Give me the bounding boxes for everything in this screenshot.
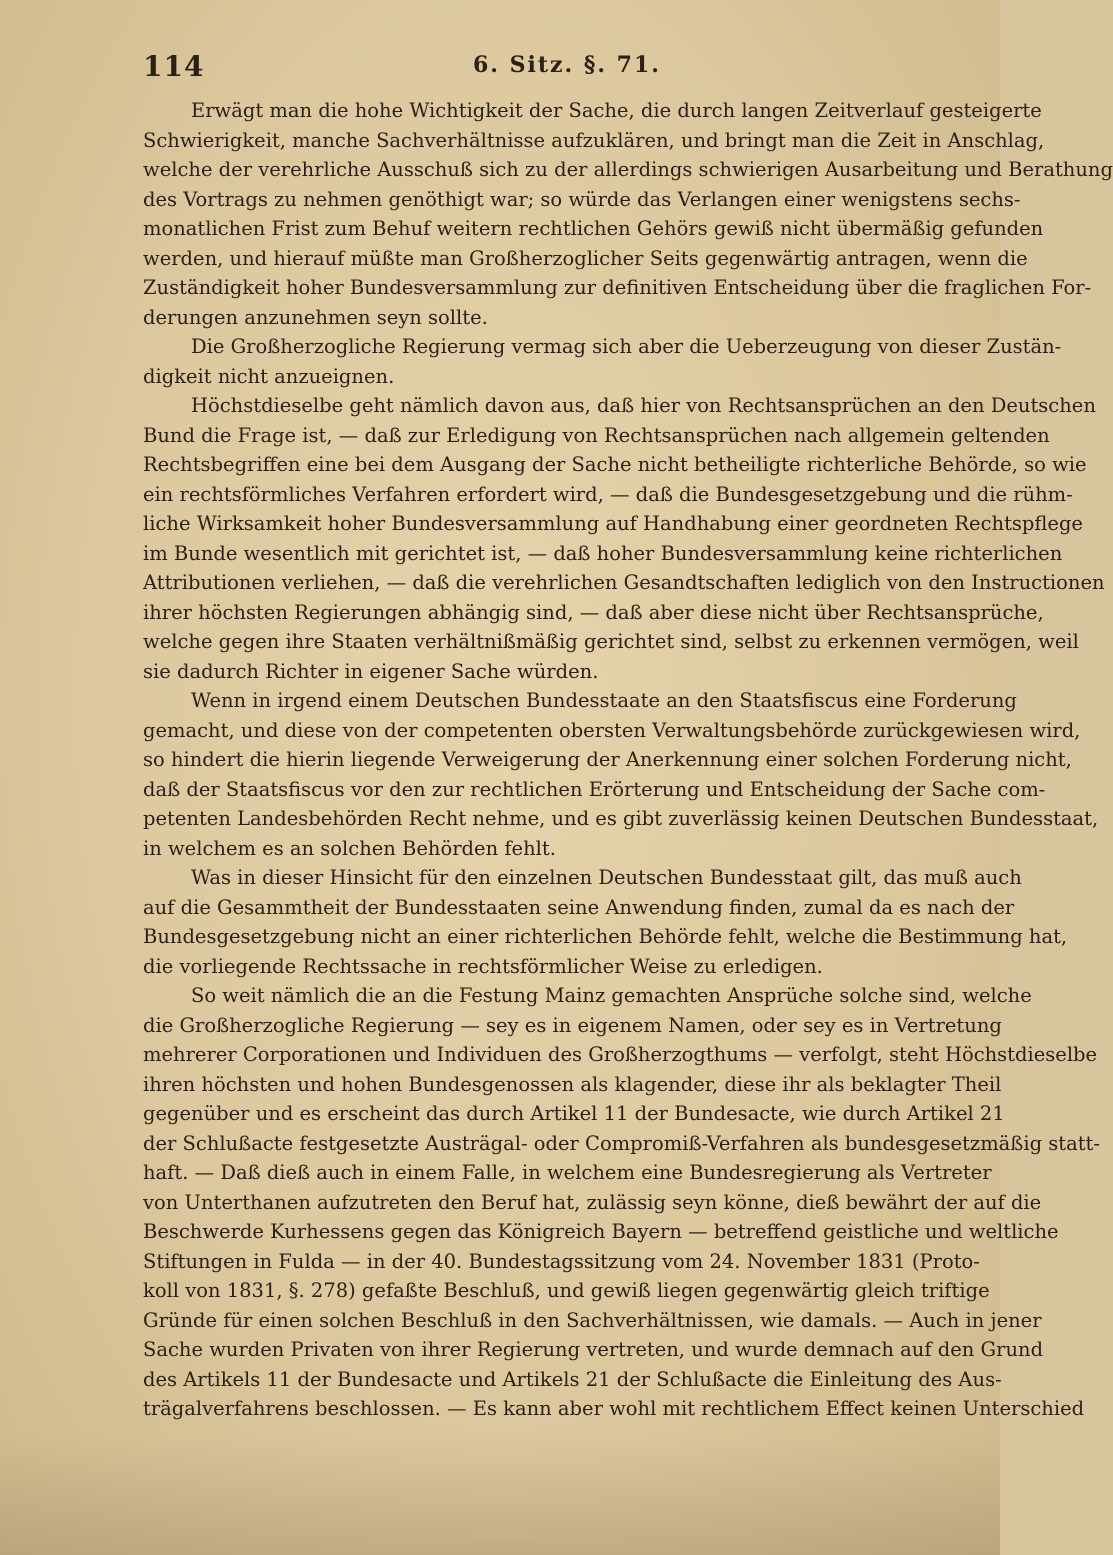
text-line: des Artikels 11 der Bundesacte und Artikels 21 der Schlußacte die Einleitung des Aus- (143, 1367, 1002, 1391)
text-line: welche gegen ihre Staaten verhältnißmäßig gerichtet sind, selbst zu erkennen vermögen, weil (143, 630, 1079, 653)
text-line: Attributionen verliehen, — daß die verehrlichen Gesandtschaften lediglich von den Instructionen (143, 571, 1105, 594)
text-line: des Vortrags zu nehmen genöthigt war; so würde das Verlangen einer wenigstens sechs- (143, 187, 1021, 211)
text-line: monatlichen Frist zum Behuf weitern rechtlichen Gehörs gewiß nicht übermäßig gefunden (143, 217, 1044, 240)
text-line: mehrerer Corporationen und Individuen des Großherzogthums — verfolgt, steht Höchstdieselbe (143, 1043, 1098, 1066)
body-text (143, 96, 1113, 1424)
text-line: sie dadurch Richter in eigener Sache würden. (143, 659, 599, 683)
text-line: ihren höchsten und hohen Bundesgenossen als klagender, diese ihr als beklagter Theil (143, 1072, 1002, 1096)
text-line: Stiftungen in Fulda — in der 40. Bundestagssitzung vom 24. November 1831 (Proto- (143, 1249, 980, 1273)
text-line: digkeit nicht anzueignen. (143, 364, 395, 388)
text-line: derungen anzunehmen seyn sollte. (143, 305, 488, 329)
text-line: Rechtsbegriffen eine bei dem Ausgang der Sache nicht betheiligte richterliche Behörde, so wie (143, 453, 1087, 476)
text-line: liche Wirksamkeit hoher Bundesversammlung auf Handhabung einer geordneten Rechtspflege (143, 512, 1083, 535)
page-header (143, 50, 948, 90)
text-line: Beschwerde Kurhessens gegen das Königreich Bayern — betreffend geistliche und weltliche (143, 1220, 1059, 1243)
text-line: koll von 1831, §. 278) gefaßte Beschluß, und gewiß liegen gegenwärtig gleich triftige (143, 1279, 990, 1302)
text-line: auf die Gesammtheit der Bundesstaaten seine Anwendung finden, zumal da es nach der (143, 895, 1015, 919)
text-line: so hindert die hierin liegende Verweigerung der Anerkennung einer solchen Forderung nicht, (143, 748, 1072, 771)
text-line: Gründe für einen solchen Beschluß in den Sachverhältnissen, wie damals. — Auch in jener (143, 1308, 1042, 1332)
text-line: die Großherzogliche Regierung — sey es in eigenem Namen, oder sey es in Vertretung (143, 1013, 1002, 1037)
text-line: Schwierigkeit, manche Sachverhältnisse aufzuklären, und bringt man die Zeit in Anschlag, (143, 128, 1045, 152)
text-line: die vorliegende Rechtssache in rechtsförmlicher Weise zu erledigen. (143, 954, 823, 978)
text-line: Bundesgesetzgebung nicht an einer richterlichen Behörde fehlt, welche die Bestimmung hat, (143, 925, 1068, 948)
running-head: 6. Sitz. §. 71. (473, 52, 661, 78)
text-line: im Bunde wesentlich mit gerichtet ist, — daß hoher Bundesversammlung keine richterlichen (143, 541, 1063, 565)
text-line: der Schlußacte festgesetzte Austrägal- oder Compromiß-Verfahren als bundesgesetzmäßig statt- (143, 1131, 1100, 1155)
text-line: gemacht, und diese von der competenten obersten Verwaltungsbehörde zurückgewiesen wird, (143, 718, 1081, 742)
text-line: ein rechtsförmliches Verfahren erfordert wird, — daß die Bundesgesetzgebung und die rühm- (143, 482, 1073, 506)
text-line: So weit nämlich die an die Festung Mainz gemachten Ansprüche solche sind, welche (191, 984, 1032, 1007)
text-line: petenten Landesbehörden Recht nehme, und es gibt zuverlässig keinen Deutschen Bundesstaat, (143, 807, 1099, 830)
text-line: gegenüber und es erscheint das durch Artikel 11 der Bundesacte, wie durch Artikel 21 (143, 1102, 1005, 1125)
text-line: Wenn in irgend einem Deutschen Bundesstaate an den Staatsfiscus eine Forderung (191, 689, 1017, 712)
text-line: von Unterthanen aufzutreten den Beruf hat, zulässig seyn könne, dieß bewährt der auf die (143, 1190, 1042, 1214)
text-line: Was in dieser Hinsicht für den einzelnen Deutschen Bundesstaat gilt, das muß auch (191, 866, 1022, 889)
text-line: Höchstdieselbe geht nämlich davon aus, daß hier von Rechtsansprüchen an den Deutschen (191, 394, 1096, 417)
text-line: Bund die Frage ist, — daß zur Erledigung von Rechtsansprüchen nach allgemein geltenden (143, 423, 1050, 447)
text-line: ihrer höchsten Regierungen abhängig sind, — daß aber diese nicht über Rechtsansprüche, (143, 600, 1044, 624)
text-line: daß der Staatsfiscus vor den zur rechtlichen Erörterung und Entscheidung der Sache com- (143, 777, 1046, 801)
text-line: Zuständigkeit hoher Bundesversammlung zur definitiven Entscheidung über die fraglichen For- (143, 276, 1092, 299)
text-line: Sache wurden Privaten von ihrer Regierung vertreten, und wurde demnach auf den Grund (143, 1338, 1044, 1361)
text-line: werden, und hierauf müßte man Großherzoglicher Seits gegenwärtig antragen, wenn die (143, 246, 1028, 270)
page-number: 114 (143, 50, 205, 83)
text-line: haft. — Daß dieß auch in einem Falle, in welchem eine Bundesregierung als Vertreter (143, 1161, 992, 1184)
text-line: trägalverfahrens beschlossen. — Es kann aber wohl mit rechtlichem Effect keinen Unterschied (143, 1397, 1085, 1420)
text-line: Erwägt man die hohe Wichtigkeit der Sache, die durch langen Zeitverlauf gesteigerte (191, 99, 1042, 122)
text-line: Die Großherzogliche Regierung vermag sich aber die Ueberzeugung von dieser Zustän- (191, 335, 1062, 358)
text-line: in welchem es an solchen Behörden fehlt. (143, 836, 556, 860)
text-line: welche der verehrliche Ausschuß sich zu der allerdings schwierigen Ausarbeitung und Berathung (143, 158, 1113, 181)
